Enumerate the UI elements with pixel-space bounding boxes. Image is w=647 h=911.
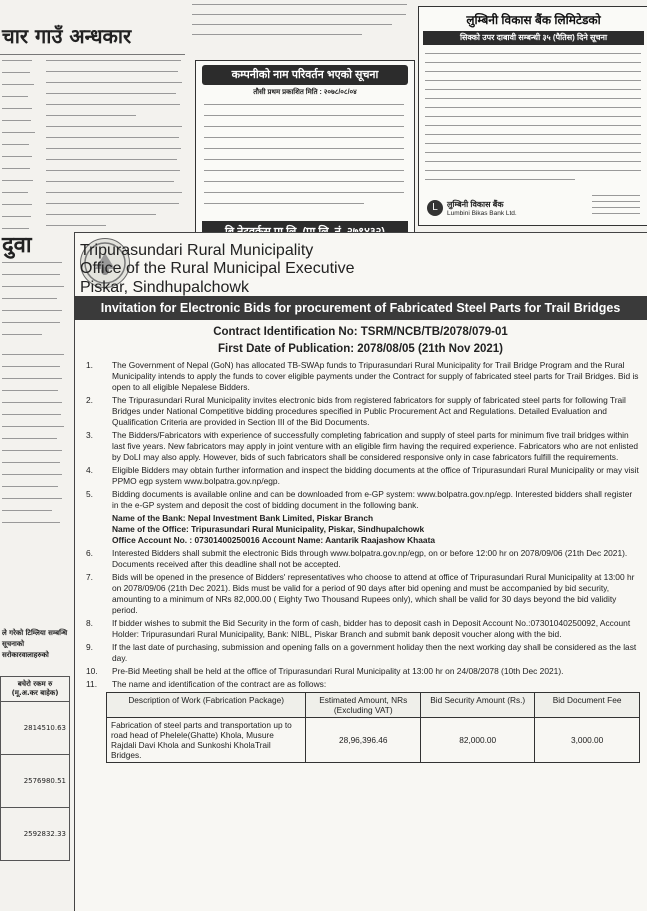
left-column-text-2 (0, 262, 70, 562)
table-header: Bid Document Fee (535, 693, 640, 718)
left-amount-table (0, 676, 70, 861)
table-header: Estimated Amount, NRs (Excluding VAT) (306, 693, 421, 718)
list-item: 11. The name and identification of the contract are as follows: (86, 679, 327, 689)
office-name-line: Name of the Office: Tripurasundari Rural Municipality, Piskar, Sindhupalchowk (112, 524, 425, 534)
invitation-banner: Invitation for Electronic Bids for procurement of Fabricated Steel Parts for Trail Bridges (74, 296, 647, 320)
company-notice-body (204, 100, 406, 220)
list-item: 7. Bids will be opened in the presence of Bidders' representatives who choose to attend at office of Tripurasundari Rural Municipality at 13:00 hr on 2078/09/06 (21th Dec 2021). Bids must be valid for a period of 90 days after bid opening and must be accompanied by bid security, amounting to a minimum of NRs 82,000.00 ( Eighty Two Thousand Rupees only), which shall be valid for 30 days beyond the bid validity period. (86, 572, 635, 615)
bank-logo-icon: L (427, 200, 443, 216)
company-name-change-notice (195, 60, 415, 250)
office-name: Office of the Rural Municipal Executive (80, 260, 355, 277)
table-header-row (107, 693, 640, 718)
list-item: 10. Pre-Bid Meeting shall be held at the office of Tripurasundari Rural Municipality at 13:00 hr on 24/08/2078 (10th Dec 2021). (86, 666, 564, 676)
list-item: 6. Interested Bidders shall submit the electronic Bids through www.bolpatra.gov.np/egp, on or before 12:00 hr on 2078/09/06 (21th Dec 2021). Documents received after this deadline shall not be accepted. (86, 548, 628, 569)
items-list (80, 360, 640, 763)
account-line: Office Account No. : 07301400250016 Account Name: Aantarik Raajashow Khaata (112, 535, 436, 545)
list-item: 5. Bidding documents is available online and can be downloaded from e-GP system: www.bolpatra.gov.np/egp. Interested bidders shall register in the e-GP system and deposit the cost of bidding document in the following bank. (86, 489, 633, 510)
bank-logo-name-en: Lumbini Bikas Bank Ltd. (447, 210, 517, 217)
left-table-header: बचेरो रकम रु (मू.अ.कर बाहेक) (1, 677, 70, 702)
table-row (107, 718, 640, 763)
table-cell: 3,000.00 (535, 718, 640, 763)
bank-notice-title: लुम्बिनी विकास बैंक लिमिटेडको (466, 13, 601, 27)
bank-contact-block (592, 193, 642, 219)
list-item: 3. The Bidders/Fabricators with experience of successfully completing fabrication and supply of steel parts for minimum five trail bridges within last five years. New fabricators may apply in joint venture with an eligible firm having the required experience. Fabricators who are not enlisted by DoLI may also apply. However, bids of such fabricators shall be considered responsive only in case fabricators fulfill the requirements. (86, 430, 639, 462)
left-table-title: ले गरेको टिम्लिया सम्बन्धि सूचनाको सरोकारवालाहरुको (2, 629, 68, 659)
left-table-cell: 2576980.51 (1, 755, 70, 808)
table-header: Description of Work (Fabrication Package) (107, 693, 306, 718)
divider (0, 54, 185, 55)
list-item: 1. The Government of Nepal (GoN) has allocated TB-SWAp funds to Tripurasundari Rural Municipality for Trail Bridge Program and the Rural Municipality intends to apply the funds to cover eligible payments under the Contract for supply of fabricated steel parts for Trail Bridges. Bid is open to all eligible Nepalese Bidders. (86, 360, 639, 392)
table-cell: Fabrication of steel parts and transportation up to road head of Phelele(Ghatte) Khola, Musure Rajdali Davi Khola and Sunkoshi KholaTrail Bridges. (107, 718, 306, 763)
org-name: Tripurasundari Rural Municipality (80, 242, 314, 259)
left-headline-2: दुवा (2, 233, 32, 258)
left-table-cell: 2814510.63 (1, 702, 70, 755)
items-list-1 (80, 360, 640, 511)
contract-id: Contract Identification No: TSRM/NCB/TB/2078/079-01 (213, 326, 508, 338)
bank-notice-subtitle: सिक्को उपर दाबावी सम्बन्धी ३५ (पैतिस) दिने सूचना (423, 31, 644, 45)
items-list-2 (80, 548, 640, 690)
list-item: 4. Eligible Bidders may obtain further information and inspect the bidding documents at the office of Tripurasundari Rural Municipality or may visit PPMO egp system www.bolpatra.gov.np/egp. (86, 465, 639, 486)
contract-table (106, 692, 640, 763)
left-table-cell: 2592832.33 (1, 808, 70, 861)
list-item: 2. The Tripurasundari Rural Municipality invites electronic bids from registered fabricators for supply of fabricated steel parts for following Trail Bridges under National Competitive bidding procedures specified in Public Procurement Act and Regulations. Detailed Evaluation and Qualification Criteria are provided in Section III of the Bid Documents. (86, 395, 626, 427)
bank-notice (418, 6, 647, 226)
list-item: 9. If the last date of purchasing, submission and opening falls on a government holiday then the next working day shall be considered as the last day. (86, 642, 637, 663)
first-publication-date: First Date of Publication: 2078/08/05 (21th Nov 2021) (217, 343, 504, 355)
bank-logo (427, 199, 517, 217)
table-header: Bid Security Amount (Rs.) (421, 693, 535, 718)
left-headline: चार गाउँ अन्धकार (2, 24, 132, 48)
list-item: 8. If bidder wishes to submit the Bid Security in the form of cash, bidder has to deposit cash in Deposit Account No.:07301040250092, Account Holder: Tripurasundari Rural Municipality, Bank: NIBL, Piskar Branch and submit bank deposit voucher along with the bid. (86, 618, 631, 639)
bank-notice-body (425, 49, 642, 189)
middle-column-text (46, 60, 186, 240)
bank-name-line: Name of the Bank: Nepal Investment Bank Limited, Piskar Branch (112, 513, 374, 523)
company-notice-date: तौसी प्रथम प्रकाशित मिति : २०७८/०८/०४ (253, 89, 357, 96)
office-location: Piskar, Sindhupalchowk (80, 279, 249, 296)
bank-logo-name-np: लुम्बिनी विकास बैंक (447, 200, 504, 209)
company-notice-title: कम्पनीको नाम परिवर्तन भएको सूचना (202, 65, 408, 85)
table-cell: 28,96,396.46 (306, 718, 421, 763)
left-column-text (0, 60, 40, 240)
table-cell: 82,000.00 (421, 718, 535, 763)
top-middle-text (192, 0, 412, 40)
